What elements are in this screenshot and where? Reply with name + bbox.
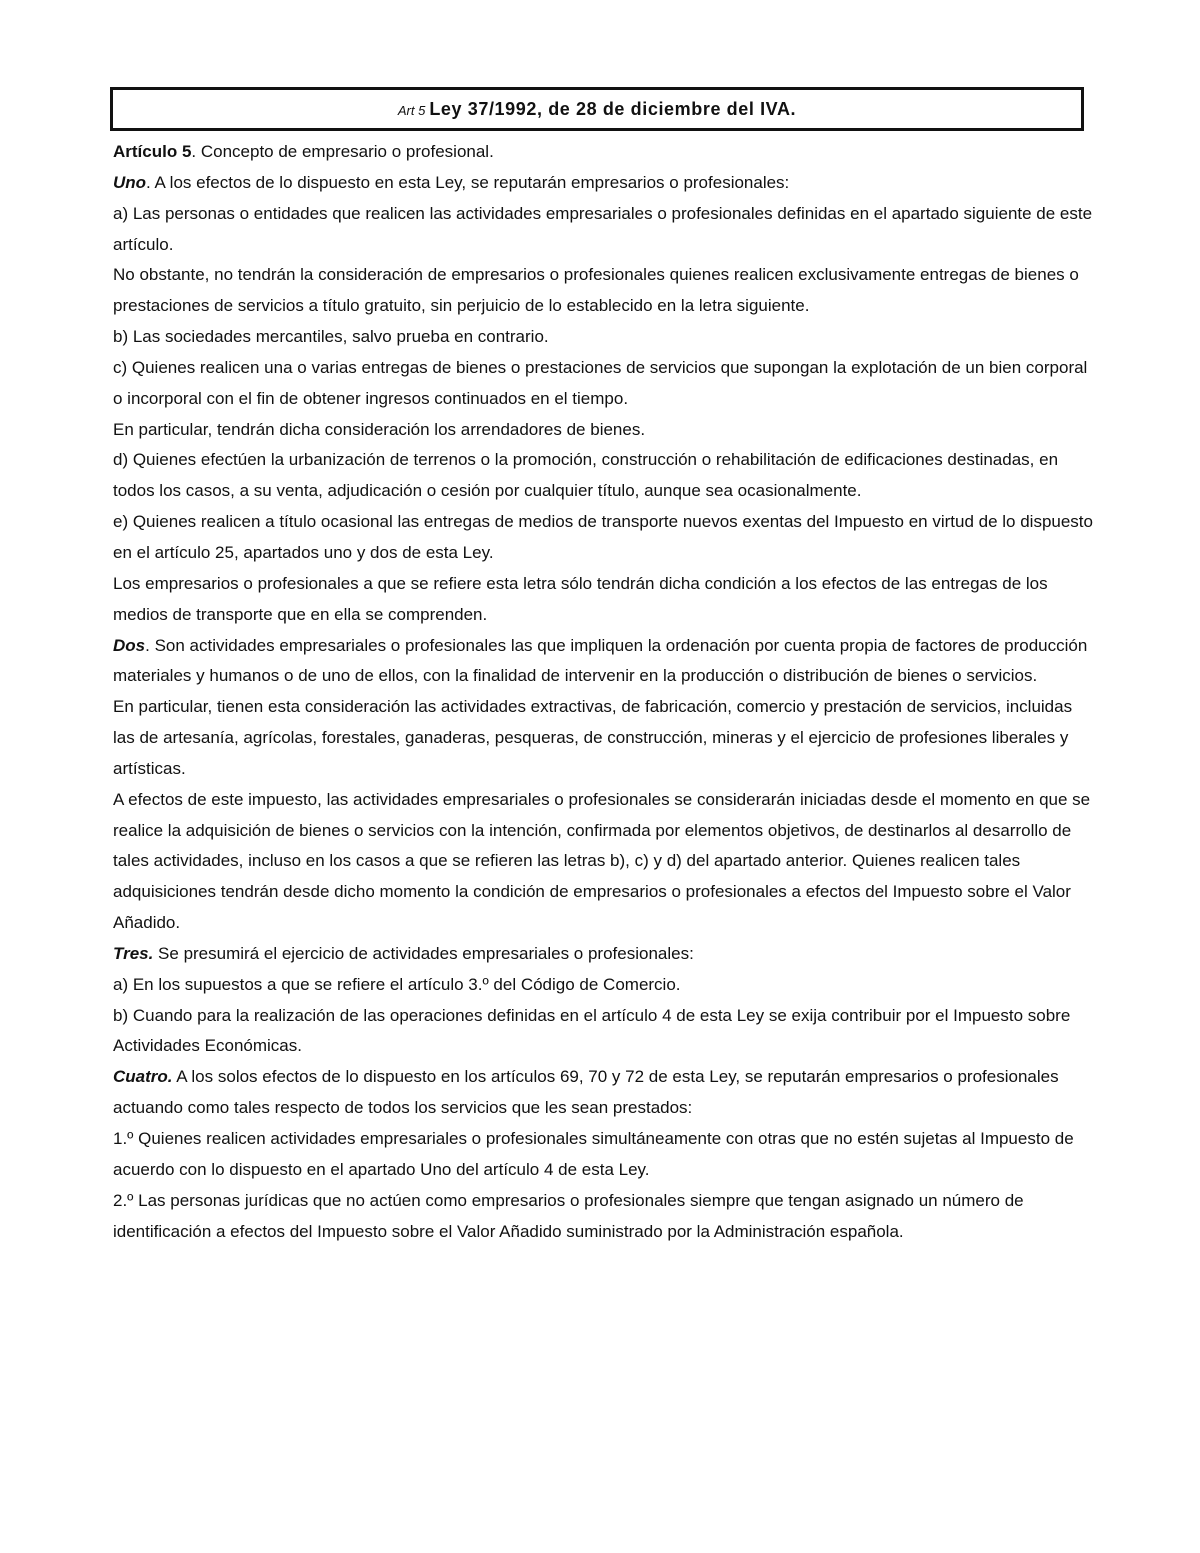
paragraph-text: No obstante, no tendrán la consideración de empresarios o profesionales quienes realicen exclusivamente entregas de bienes o prestaciones de servicios a título gratuito, sin perjuicio de lo establecido en la letra siguiente. xyxy=(113,265,1079,316)
paragraph-text: c) Quienes realicen una o varias entregas de bienes o prestaciones de servicios que supongan la explotación de un bien corporal o incorporal con el fin de obtener ingresos continuados en el tiempo. xyxy=(113,357,1088,408)
paragraph xyxy=(113,631,1093,693)
paragraph-text: . Son actividades empresariales o profesionales las que impliquen la ordenación por cuenta propia de factores de producción materiales y humanos o de uno de ellos, con la finalidad de intervenir en la producción o distribución de bienes o servicios. xyxy=(113,635,1088,686)
paragraph xyxy=(113,260,1093,322)
paragraph-text: En particular, tendrán dicha consideración los arrendadores de bienes. xyxy=(113,419,646,439)
paragraph xyxy=(113,353,1093,415)
paragraph xyxy=(113,137,1093,168)
paragraph-lead: Tres. xyxy=(113,943,154,963)
paragraph xyxy=(113,1062,1093,1124)
paragraph-text: d) Quienes efectúen la urbanización de terrenos o la promoción, construcción o rehabilitación de edificaciones destinadas, en todos los casos, a su venta, adjudicación o cesión por cualquier título, aunque sea ocasionalmente. xyxy=(113,450,1059,501)
paragraph-text: A los solos efectos de lo dispuesto en los artículos 69, 70 y 72 de esta Ley, se reputarán empresarios o profesionales actuando como tales respecto de todos los servicios que les sean prestados: xyxy=(113,1067,1059,1118)
paragraph xyxy=(113,1186,1093,1248)
paragraph xyxy=(113,507,1093,569)
paragraph xyxy=(113,785,1093,939)
paragraph-text: A efectos de este impuesto, las actividades empresariales o profesionales se considerarán iniciadas desde el momento en que se realice la adquisición de bienes o servicios con la intención, confirmada por elementos objetivos, de destinarlos al desarrollo de tales actividades, incluso en los casos a que se refieren las letras b), c) y d) del apartado anterior. Quienes realicen tales adquisiciones tendrán desde dicho momento la condición de empresarios o profesionales a efectos del Impuesto sobre el Valor Añadido. xyxy=(113,789,1091,933)
paragraph xyxy=(113,168,1093,199)
paragraph-text: e) Quienes realicen a título ocasional las entregas de medios de transporte nuevos exentas del Impuesto en virtud de lo dispuesto en el artículo 25, apartados uno y dos de esta Ley. xyxy=(113,512,1093,562)
paragraph xyxy=(113,322,1093,353)
paragraph xyxy=(113,445,1093,507)
paragraph xyxy=(113,199,1093,261)
paragraph xyxy=(113,1124,1093,1186)
document-body xyxy=(113,137,1093,1247)
document-title: Ley 37/1992, de 28 de diciembre del IVA. xyxy=(429,98,797,119)
paragraph-text: Los empresarios o profesionales a que se refiere esta letra sólo tendrán dicha condición a los efectos de las entregas de los medios de transporte que en ella se comprenden. xyxy=(113,573,1048,624)
paragraph-text: . A los efectos de lo dispuesto en esta Ley, se reputarán empresarios o profesionales: xyxy=(146,172,790,192)
paragraph xyxy=(113,1001,1093,1063)
paragraph-lead: Artículo 5 xyxy=(113,142,192,161)
paragraph-text: . Concepto de empresario o profesional. xyxy=(191,142,494,161)
paragraph xyxy=(113,692,1093,785)
title-prefix: Art 5 xyxy=(397,102,426,118)
paragraph-text: b) Las sociedades mercantiles, salvo prueba en contrario. xyxy=(113,327,549,347)
paragraph-text: a) Las personas o entidades que realicen las actividades empresariales o profesionales definidas en el apartado siguiente de este artículo. xyxy=(113,203,1093,254)
title-box xyxy=(110,87,1084,131)
paragraph xyxy=(113,939,1093,970)
paragraph-text: b) Cuando para la realización de las operaciones definidas en el artículo 4 de esta Ley se exija contribuir por el Impuesto sobre Actividades Económicas. xyxy=(113,1005,1071,1056)
paragraph-text: Se presumirá el ejercicio de actividades empresariales o profesionales: xyxy=(153,943,694,963)
paragraph xyxy=(113,569,1093,631)
paragraph-text: En particular, tienen esta consideración las actividades extractivas, de fabricación, comercio y prestación de servicios, incluidas las de artesanía, agrícolas, forestales, ganaderas, pesqueras, de construcción, mineras y el ejercicio de profesiones liberales y artísticas. xyxy=(113,697,1073,778)
paragraph-text: 2.º Las personas jurídicas que no actúen como empresarios o profesionales siempre que tengan asignado un número de identificación a efectos del Impuesto sobre el Valor Añadido suministrado por la Administración española. xyxy=(113,1190,1024,1241)
paragraph-text: a) En los supuestos a que se refiere el artículo 3.º del Código de Comercio. xyxy=(113,974,681,994)
paragraph xyxy=(113,415,1093,446)
paragraph-lead: Uno xyxy=(113,172,147,192)
paragraph-text: 1.º Quienes realicen actividades empresariales o profesionales simultáneamente con otras que no estén sujetas al Impuesto de acuerdo con lo dispuesto en el apartado Uno del artículo 4 de esta Ley. xyxy=(113,1129,1074,1179)
paragraph-lead: Dos xyxy=(113,635,146,655)
paragraph-lead: Cuatro. xyxy=(113,1067,173,1087)
paragraph xyxy=(113,970,1093,1001)
